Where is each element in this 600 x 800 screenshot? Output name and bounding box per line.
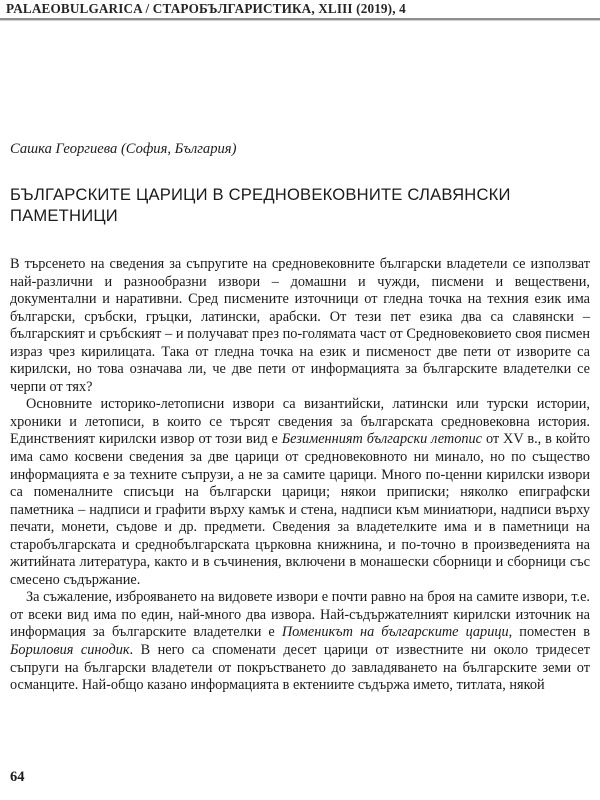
text-run: от XV в., в който има само косвени сведения за две царици от средновековното ни минало, но по същество информацията е за техните съпрузи, а не за самите царици. Много по-ценни кирилски извори са поменалните списъци на български царици; някои приписки; няколко епиграфски паметника – надписи и графити върху камък и стена, надписи към миниатюри, надписи върху печати, монети, съдове и др. предмети. Сведения за владетелките има и в паметници на старобългарската и среднобългарската църковна книжнина, и по-точно в произведенията на житийната литература, както и в съчинения, включени в монашески сборници и сборници със смесено съдържание. [10, 431, 590, 588]
author-byline: Сашка Георгиева (София, България) [10, 141, 237, 157]
text-run: В търсенето на сведения за съпругите на средновековните български владетели се използват най-различни и разнообразни извори – домашни и чужди, писмени и веществени, документални и наративни. Сред писмените източници от гледна точка на техния език има български, сръбски, гръцки, латински, арабски. От тези пет езика два са славянски – българският и сръбският – и получават през по-голямата част от Средновековието своя писмен израз чрез кирилицата. Така от гледна точка на език и писменост две пети от изворите са кирилски, но това означава ли, че две пети от информацията за българските владетелки се черпи от тях? [10, 256, 590, 395]
page-number: 64 [10, 769, 25, 785]
italic-title-run: Поменикът на българските царици [281, 624, 509, 641]
italic-title-run: Бориловия синодик [10, 642, 130, 659]
header-divider [0, 18, 600, 20]
running-head-text: PALAEOBULGARICA / СТАРОБЪЛГАРИСТИКА, XLIII (2019), 4 [6, 1, 406, 16]
body-paragraph [10, 396, 590, 589]
article-block [10, 140, 590, 695]
text-run: . В него са споменати десет царици от известните ни около тридесет съпруги на български владетели от покръстването до завладяването на българските земи от османците. Най-общо казано информацията в ектениите съдържа името, титлата, някой [10, 642, 590, 694]
running-head [0, 0, 600, 22]
text-run: За съжаление, изброяването на видовете извори е почти равно на броя на самите извори, т.е. от всеки вид има по един, най-много два извора. Най-съдържателният кирилски източник на информация за българските владетелки е [10, 589, 590, 641]
text-run: Основните историко-летописни извори са византийски, латински или турски истории, хроники и летописи, в които се търсят сведения за българската средновековна история. Единственият кирилски извор от този вид е [10, 396, 590, 448]
text-run: , поместен в [508, 624, 590, 641]
body-paragraph [10, 256, 590, 396]
article-title: БЪЛГАРСКИТЕ ЦАРИЦИ В СРЕДНОВЕКОВНИТЕ СЛАВЯНСКИ ПАМЕТНИЦИ [10, 185, 511, 225]
article-body [10, 256, 590, 695]
body-paragraph [10, 589, 590, 694]
italic-title-run: Безименният български летопис [281, 431, 483, 448]
